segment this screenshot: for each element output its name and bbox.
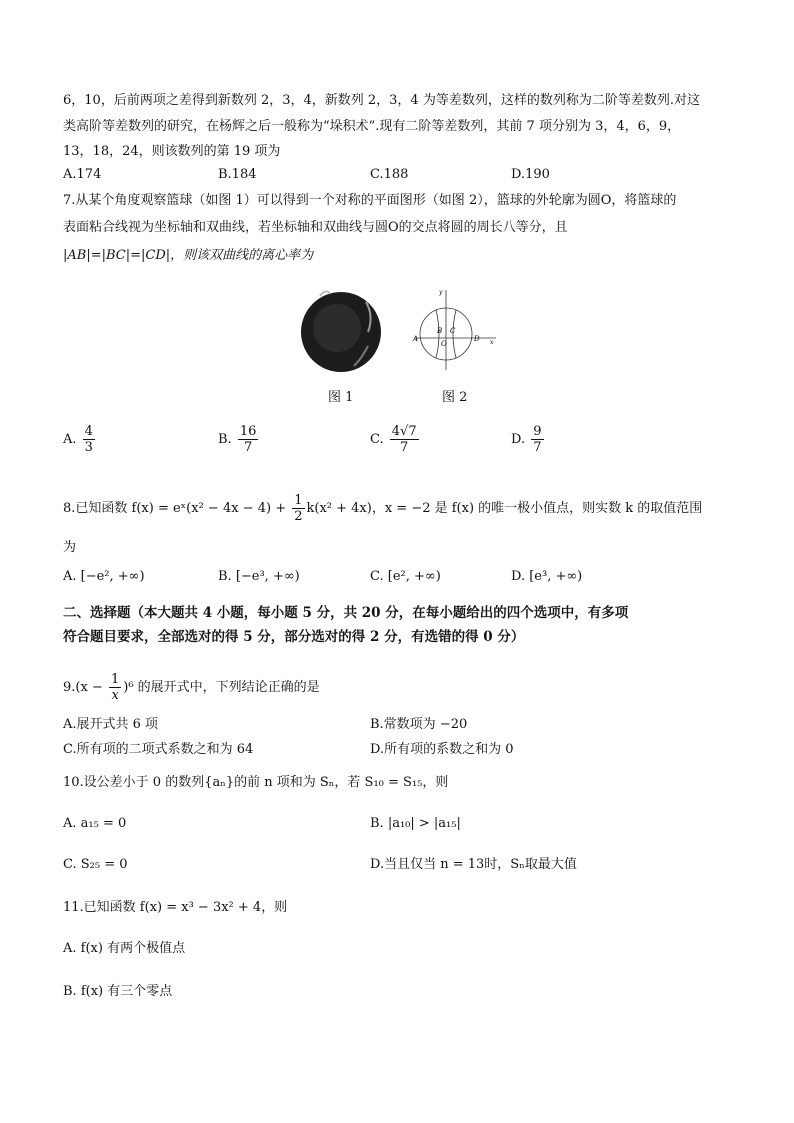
fraction-denominator: 7 [400,440,409,455]
q8-option-c: C. [e², +∞) [370,569,441,584]
fraction-numerator: 4√7 [391,424,417,439]
q7-option-c [370,424,421,455]
q6-option-a: A.174 [63,167,102,182]
q7-text-line2: 表面粘合线视为坐标轴和双曲线，若坐标轴和双曲线与圆O的交点将圆的周长八等分，且 [63,220,568,235]
q8-stem-part1: 8.已知函数 f(x) = eˣ(x² − 4x − 4) + [63,501,291,516]
fraction-denominator: 7 [243,440,253,455]
fraction-denominator: 3 [84,440,93,455]
q10-option-c: C. S₂₅ = 0 [63,857,128,872]
q9-option-d: D.所有项的系数之和为 0 [370,742,514,757]
label-y: y [439,289,443,296]
q8-stem-part2: k(x² + 4x)，x = −2 是 f(x) 的唯一极小值点，则实数 k 的取值范围 [306,501,703,516]
q7-option-a [63,424,97,455]
label-o: O [441,340,447,348]
basketball-figure [296,286,386,374]
q7-text-line3: |AB|=|BC|=|CD|，则该双曲线的离心率为 [63,248,314,263]
q7-option-a-label: A. [63,432,77,447]
q11-stem: 11.已知函数 f(x) = x³ − 3x² + 4，则 [63,900,288,915]
q7-option-b-fraction [238,424,259,455]
fraction-denominator: 2 [294,509,303,524]
q7-option-c-fraction [390,424,419,455]
q10-option-a: A. a₁₅ = 0 [63,816,127,831]
fraction-numerator: 1 [294,493,303,508]
q8-option-a: A. [−e², +∞) [63,569,145,584]
label-x: x [490,339,494,346]
q10-option-b: B. |a₁₀| > |a₁₅| [370,816,461,831]
fraction-numerator: 1 [110,672,120,687]
fraction-numerator: 4 [84,424,93,439]
hyperbola-figure [404,286,500,374]
q6-text-line1: 6，10，后前两项之差得到新数列 2，3，4，新数列 2，3，4 为等差数列，这样的数列称为二阶等差数列.对这 [63,93,700,108]
fraction-denominator: x [111,688,119,703]
q7-option-b [218,424,260,455]
q8-text-line1 [63,493,702,524]
q7-option-c-label: C. [370,432,384,447]
q11-option-b: B. f(x) 有三个零点 [63,984,173,999]
section-2-header-line2: 符合题目要求，全部选对的得 5 分，部分选对的得 2 分，有选错的得 0 分） [63,629,525,645]
q7-option-b-label: B. [218,432,232,447]
q6-option-b: B.184 [218,167,257,182]
q8-text-line2: 为 [63,540,77,555]
q10-option-d: D.当且仅当 n = 13时，Sₙ取最大值 [370,857,577,872]
q8-option-d: D. [e³, +∞) [511,569,583,584]
q6-option-c: C.188 [370,167,409,182]
q6-text-line3: 13，18，24，则该数列的第 19 项为 [63,144,281,159]
q8-half-fraction [292,493,304,524]
q6-text-line2: 类高阶等差数列的研究，在杨辉之后一般称为“垛积术”.现有二阶等差数列，其前 7 项分别为 3，4，6，9， [63,119,681,134]
q9-fraction [109,672,121,703]
label-a: A [413,335,419,343]
figure-2-caption: 图 2 [442,390,468,405]
q9-option-c: C.所有项的二项式系数之和为 64 [63,742,254,757]
q8-option-b: B. [−e³, +∞) [218,569,300,584]
q7-option-a-fraction [83,424,95,455]
q7-option-d-fraction [531,424,543,455]
fraction-numerator: 9 [533,424,542,439]
fraction-denominator: 7 [533,440,542,455]
label-c: C [450,327,456,335]
q9-option-a: A.展开式共 6 项 [63,717,159,732]
fraction-numerator: 16 [239,424,257,439]
q11-option-a: A. f(x) 有两个极值点 [63,941,186,956]
q9-option-b: B.常数项为 −20 [370,717,468,732]
q6-option-d: D.190 [511,167,550,182]
q7-option-d [511,424,546,455]
q10-stem: 10.设公差小于 0 的数列{aₙ}的前 n 项和为 Sₙ，若 S₁₀ = S₁₅，则 [63,775,449,790]
q7-text-line1: 7.从某个角度观察篮球（如图 1）可以得到一个对称的平面图形（如图 2），篮球的外轮廓为圆O，将篮球的 [63,193,677,208]
q9-stem [63,672,320,703]
section-2-header-line1: 二、选择题（本大题共 4 小题，每小题 5 分，共 20 分，在每小题给出的四个选项中，有多项 [63,605,629,621]
q7-option-d-label: D. [511,432,526,447]
label-b: B [437,327,443,335]
label-d: D [474,335,480,343]
q9-stem-prefix: 9.(x − [63,680,107,695]
figure-1-caption: 图 1 [328,390,354,405]
q9-stem-suffix: )⁶ 的展开式中，下列结论正确的是 [123,680,320,695]
